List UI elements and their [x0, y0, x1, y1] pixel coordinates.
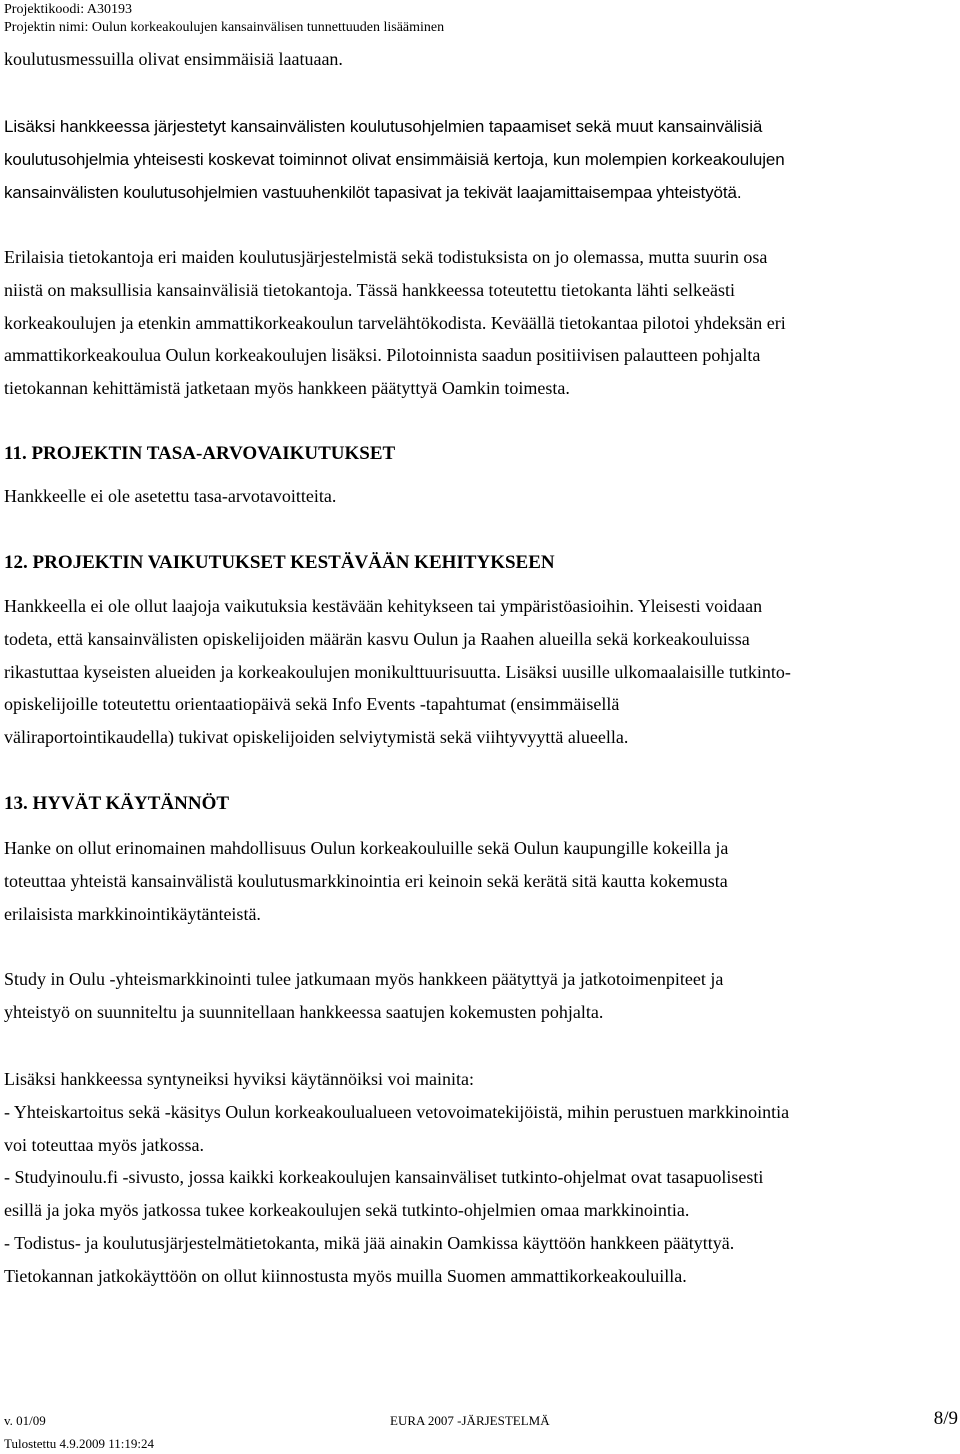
section-heading-12: 12. PROJEKTIN VAIKUTUKSET KESTÄVÄÄN KEHITYKSEEN — [4, 552, 555, 573]
text-line: koulutusmessuilla olivat ensimmäisiä laatuaan. — [4, 49, 343, 69]
paragraph-7 — [4, 1063, 960, 1293]
text-line: voi toteuttaa myös jatkossa. — [4, 1134, 204, 1155]
text-line: yhteistyö on suunniteltu ja suunnitellaan hankkeessa saatujen kokemusten pohjalta. — [4, 1001, 604, 1022]
text-line: koulutusohjelmia yhteisesti koskevat toiminnot olivat ensimmäisiä kertoja, kun molempien korkeakoulujen — [4, 149, 785, 169]
paragraph-6 — [4, 963, 960, 1029]
text-line: Hankkeella ei ole ollut laajoja vaikutuksia kestävään kehitykseen tai ympäristöasioihin. Yleisesti voidaan — [4, 596, 763, 616]
footer-version: v. 01/09 — [4, 1413, 46, 1428]
paragraph-1 — [4, 111, 960, 209]
text-line: - Studyinoulu.fi -sivusto, jossa kaikki korkeakoulujen kansainväliset tutkinto-ohjelmat ovat tasapuolisesti — [4, 1167, 764, 1188]
paragraph-3 — [4, 480, 960, 513]
text-line: - Todistus- ja koulutusjärjestelmätietokanta, mikä jää ainakin Oamkissa käyttöön hankkeen päätyttyä. — [4, 1232, 735, 1253]
text-line: Lisäksi hankkeessa järjestetyt kansainvälisten koulutusohjelmien tapaamiset sekä muut kansainvälisiä — [4, 117, 763, 136]
text-line: korkeakoulujen ja etenkin ammattikorkeakoulun tarvelähtökodista. Keväällä tietokantaa pilotoi yhdeksän eri — [4, 312, 786, 333]
paragraph-4 — [4, 590, 960, 754]
text-line: niistä on maksullisia kansainvälisiä tietokantoja. Tässä hankkeessa toteutettu tietokanta lähti selkeästi — [4, 279, 735, 300]
paragraph-2 — [4, 241, 960, 405]
text-line: Study in Oulu -yhteismarkkinointi tulee jatkumaan myös hankkeen päätyttyä ja jatkotoimenpiteet ja — [4, 969, 724, 989]
text-line: Hankkeelle ei ole asetettu tasa-arvotavoitteita. — [4, 486, 337, 506]
text-line: tietokannan kehittämistä jatketaan myös hankkeen päätyttyä Oamkin toimesta. — [4, 378, 570, 399]
paragraph-5 — [4, 832, 960, 930]
project-name: Projektin nimi: Oulun korkeakoulujen kansainvälisen tunnettuuden lisääminen — [4, 20, 445, 35]
text-line: Erilaisia tietokantoja eri maiden koulutusjärjestelmistä sekä todistuksista on jo olemassa, mutta suurin osa — [4, 247, 768, 267]
paragraph-0 — [4, 43, 960, 76]
text-line: kansainvälisten koulutusohjelmien vastuuhenkilöt tapasivat ja tekivät laajamittaisempaa yhteistyötä. — [4, 182, 742, 202]
page-header — [4, 1, 444, 37]
text-line: opiskelijoille toteutettu orientaatiopäivä sekä Info Events -tapahtumat (ensimmäisellä — [4, 694, 620, 715]
text-line: esillä ja joka myös jatkossa tukee korkeakoulujen sekä tutkinto-ohjelmien omaa markkinointia. — [4, 1200, 690, 1221]
section-heading-13: 13. HYVÄT KÄYTÄNNÖT — [4, 793, 230, 814]
text-line: todeta, että kansainvälisten opiskelijoiden määrän kasvu Oulun ja Raahen alueilla sekä korkeakouluissa — [4, 628, 750, 649]
text-line: Hanke on ollut erinomainen mahdollisuus Oulun korkeakouluille sekä Oulun kaupungille kokeilla ja — [4, 838, 729, 858]
footer-system: EURA 2007 -JÄRJESTELMÄ — [390, 1413, 550, 1428]
text-line: erilaisista markkinointikäytänteistä. — [4, 903, 261, 924]
text-line: Lisäksi hankkeessa syntyneiksi hyviksi käytännöiksi voi mainita: — [4, 1069, 474, 1089]
text-line: väliraportointikaudella) tukivat opiskelijoiden selviytymistä sekä viihtyvyyttä alueella. — [4, 727, 629, 748]
text-line: ammattikorkeakoulua Oulun korkeakoulujen lisäksi. Pilotoinnista saadun positiivisen palautteen pohjalta — [4, 345, 761, 366]
section-heading-11: 11. PROJEKTIN TASA-ARVOVAIKUTUKSET — [4, 443, 396, 464]
footer-page-number: 8/9 — [933, 1408, 958, 1429]
text-line: Tietokannan jatkokäyttöön on ollut kiinnostusta myös muilla Suomen ammattikorkeakouluilla. — [4, 1265, 687, 1286]
text-line: rikastuttaa kyseisten alueiden ja korkeakoulujen monikulttuurisuutta. Lisäksi uusille ulkomaalaisille tutkinto- — [4, 661, 791, 682]
project-code: Projektikoodi: A30193 — [4, 2, 132, 17]
footer-printed: Tulostettu 4.9.2009 11:19:24 — [4, 1436, 155, 1451]
text-line: - Yhteiskartoitus sekä -käsitys Oulun korkeakoulualueen vetovoimatekijöistä, mihin perustuen markkinointia — [4, 1101, 790, 1122]
text-line: toteuttaa yhteistä kansainvälistä koulutusmarkkinointia eri keinoin sekä kerätä sitä kautta kokemusta — [4, 870, 728, 891]
